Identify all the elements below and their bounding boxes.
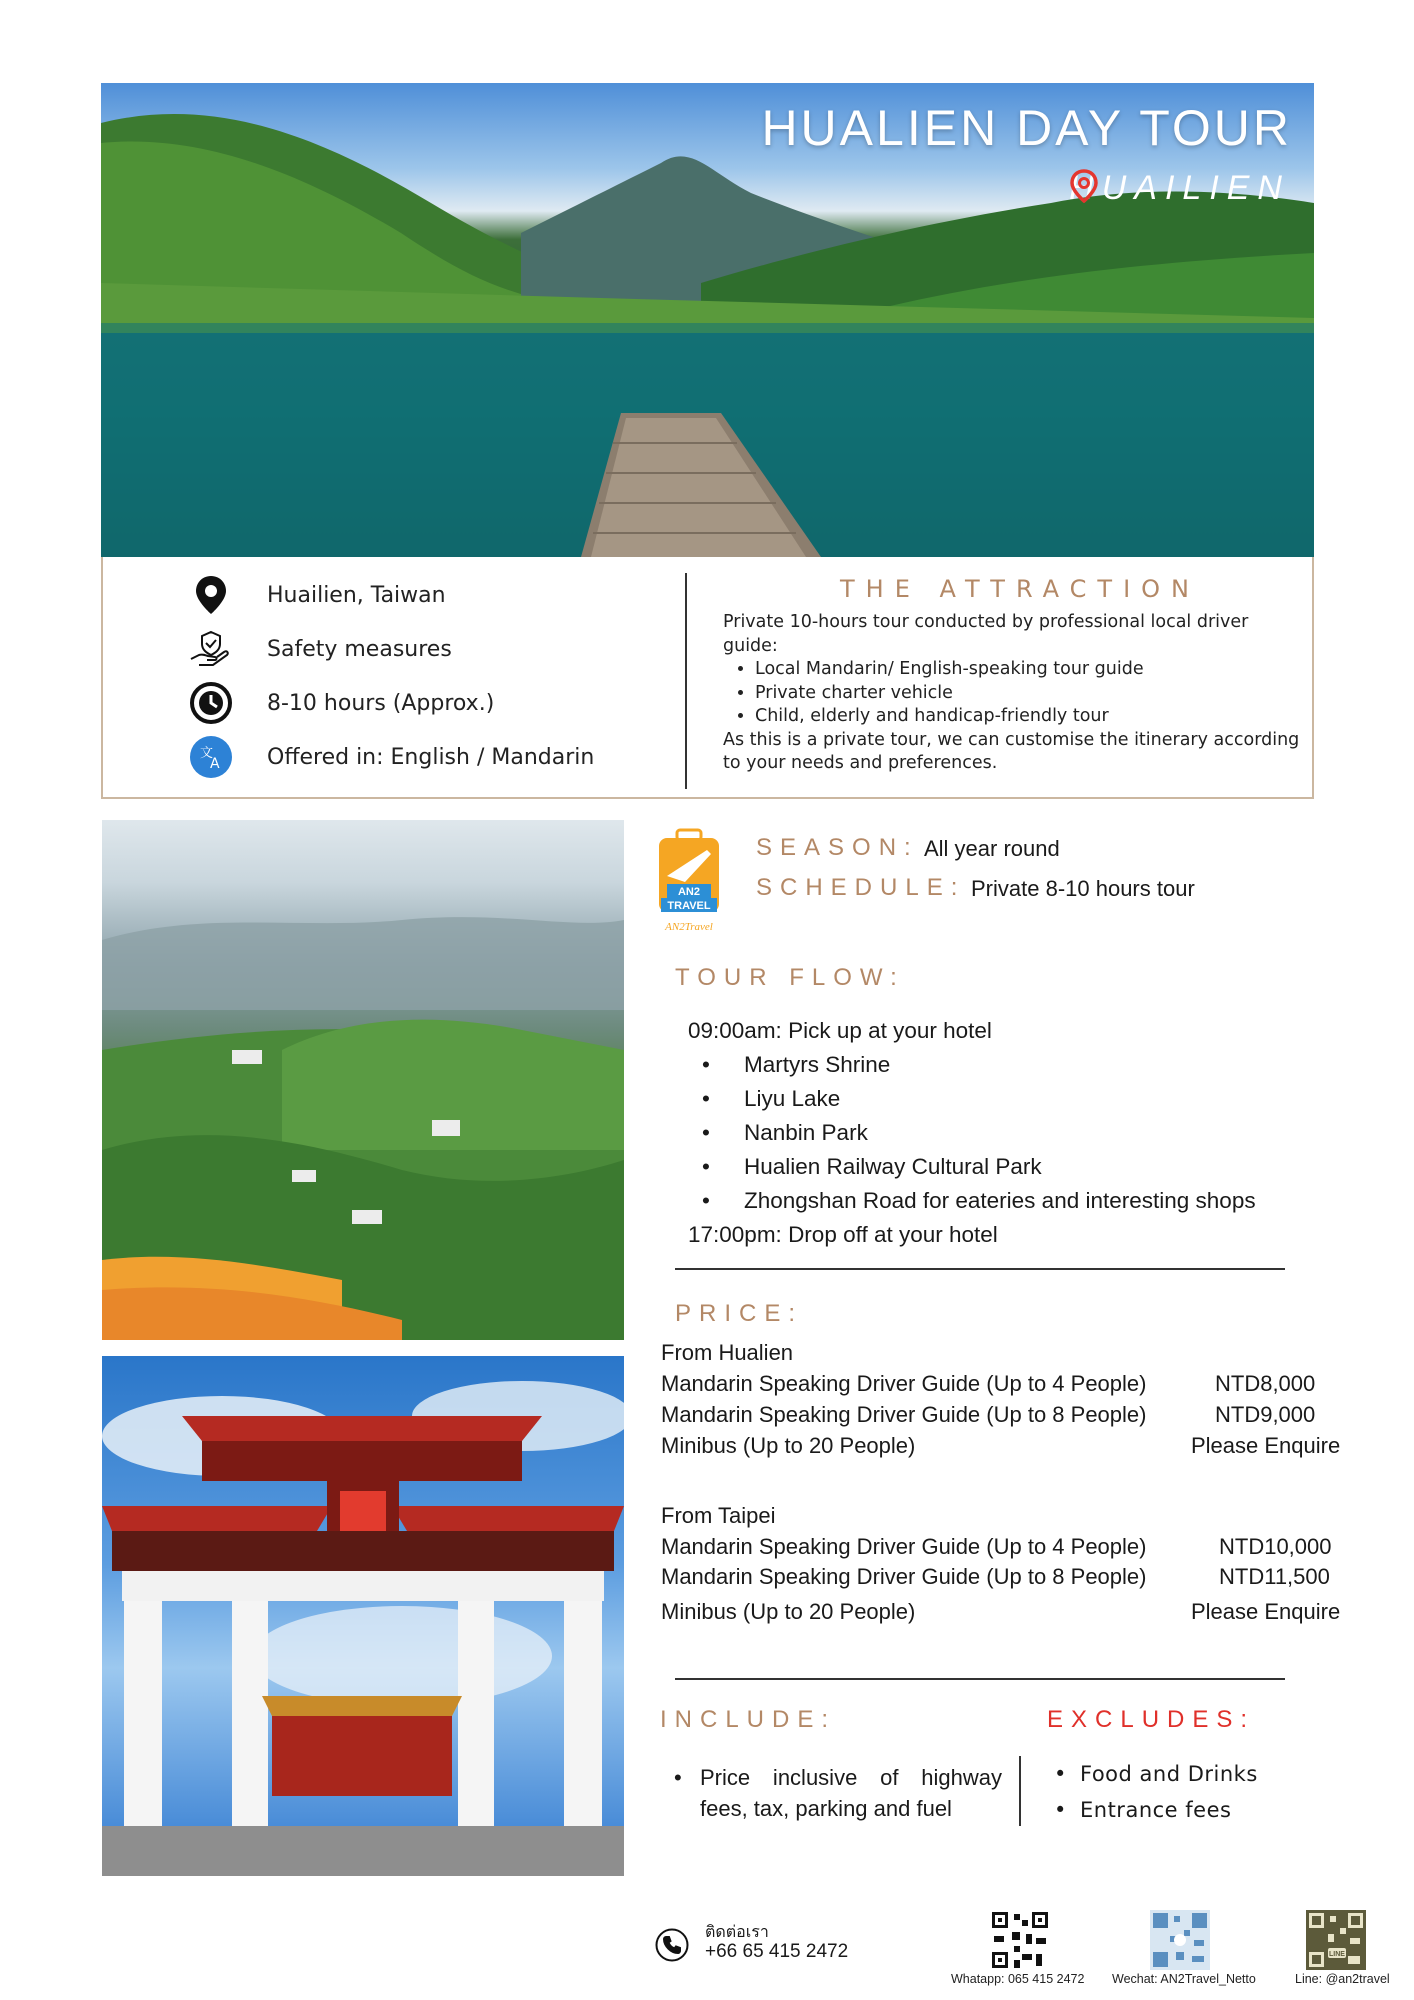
tour-flow-stop: • Martyrs Shrine (688, 1048, 1328, 1082)
price-row (661, 1371, 1351, 1397)
tour-flow-list (688, 1014, 1328, 1252)
info-location-text: Huailien, Taiwan (267, 582, 446, 608)
price-row (661, 1402, 1351, 1428)
attraction-intro: Private 10-hours tour conducted by professional local driver guide: (723, 612, 1249, 656)
price-row (661, 1433, 1351, 1459)
attraction-bullet: • Private charter vehicle (755, 682, 1303, 706)
attraction-body (723, 611, 1303, 776)
include-item: • Price inclusive of highway fees, tax, parking and fuel (672, 1762, 1002, 1824)
excludes-list (1052, 1756, 1352, 1828)
include-label: INCLUDE: (660, 1706, 837, 1733)
schedule-label: SCHEDULE: (756, 874, 966, 901)
schedule-value: Private 8-10 hours tour (971, 876, 1195, 901)
info-safety-text: Safety measures (267, 636, 452, 662)
tour-flow-label: TOUR FLOW: (675, 964, 905, 991)
price-amount: NTD8,000 (1215, 1371, 1316, 1396)
line-qr-label: LINE (1329, 1951, 1345, 1958)
include-list (672, 1762, 1002, 1824)
hero-location (1069, 169, 1290, 208)
attraction-bullets (755, 658, 1303, 729)
price-origin: From Hualien (661, 1340, 794, 1365)
price-item: Mandarin Speaking Driver Guide (Up to 4 People) (661, 1371, 1147, 1396)
line-qr-code[interactable] (1306, 1910, 1366, 1970)
excludes-item: • Food and Drinks (1052, 1756, 1352, 1792)
attraction-bullet: • Local Mandarin/ English-speaking tour guide (755, 658, 1303, 682)
section-divider (675, 1678, 1285, 1680)
tour-flow-stop: • Nanbin Park (688, 1116, 1328, 1150)
hero-image (101, 83, 1314, 557)
info-divider (685, 573, 687, 789)
price-label: PRICE: (675, 1300, 804, 1327)
include-divider (1019, 1756, 1021, 1826)
svg-text:文: 文 (200, 746, 214, 761)
price-amount: Please Enquire (1191, 1433, 1341, 1458)
season-label: SEASON: (756, 834, 919, 861)
contact-label: ติดต่อเรา (705, 1922, 769, 1941)
price-amount: NTD11,500 (1219, 1564, 1330, 1589)
line-caption: Line: @an2travel (1295, 1972, 1390, 1986)
wechat-caption: Wechat: AN2Travel_Netto (1112, 1972, 1256, 1986)
logo-script: AN2Travel (665, 921, 713, 933)
tour-flow-end: 17:00pm: Drop off at your hotel (688, 1222, 998, 1247)
logo-line1: AN2 (677, 886, 701, 898)
price-amount: Please Enquire (1191, 1599, 1341, 1624)
an2travel-logo (655, 828, 723, 938)
season-value: All year round (924, 836, 1060, 861)
safety-hand-icon (189, 627, 233, 671)
attraction-outro: As this is a private tour, we can customise the itinerary according to your needs and preferences. (723, 729, 1300, 773)
info-language (189, 735, 594, 779)
info-duration (189, 681, 494, 725)
section-divider (675, 1268, 1285, 1270)
photo-martyrs-shrine-gate (102, 1356, 624, 1876)
svg-text:A: A (210, 756, 220, 772)
hero-title: HUALIEN DAY TOUR (761, 100, 1292, 156)
info-safety (189, 627, 452, 671)
contact-phone[interactable]: +66 65 415 2472 (705, 1941, 849, 1962)
location-pin-icon (189, 573, 233, 617)
info-location (189, 573, 446, 617)
tour-flow-stop: • Zhongshan Road for eateries and interesting shops (688, 1184, 1328, 1218)
logo-line2: TRAVEL (667, 900, 711, 912)
translate-icon (189, 735, 233, 779)
price-item: Mandarin Speaking Driver Guide (Up to 4 People) (661, 1534, 1147, 1559)
info-language-text: Offered in: English / Mandarin (267, 744, 595, 770)
info-duration-text: 8-10 hours (Approx.) (267, 690, 495, 716)
excludes-label: EXCLUDES: (1047, 1706, 1256, 1733)
price-row (661, 1599, 1351, 1625)
location-pin-icon (1069, 169, 1099, 203)
excludes-item: • Entrance fees (1052, 1792, 1352, 1828)
whatsapp-caption: Whatapp: 065 415 2472 (951, 1972, 1085, 1986)
price-origin: From Taipei (661, 1503, 776, 1528)
price-item: Mandarin Speaking Driver Guide (Up to 8 People) (661, 1402, 1147, 1427)
tour-flow-start: 09:00am: Pick up at your hotel (688, 1018, 992, 1043)
price-row (661, 1534, 1351, 1560)
price-item: Mandarin Speaking Driver Guide (Up to 8 People) (661, 1564, 1147, 1589)
wechat-qr-code[interactable] (1150, 1910, 1210, 1970)
attraction-title: THE ATTRACTION (840, 575, 1200, 603)
price-amount: NTD9,000 (1215, 1402, 1316, 1427)
price-item: Minibus (Up to 20 People) (661, 1599, 916, 1624)
photo-hills-daylilies (102, 820, 624, 1340)
clock-icon (189, 681, 233, 725)
whatsapp-qr-code[interactable] (990, 1910, 1050, 1970)
info-box (101, 557, 1314, 799)
tour-flow-stop: • Liyu Lake (688, 1082, 1328, 1116)
price-amount: NTD10,000 (1219, 1534, 1332, 1559)
price-item: Minibus (Up to 20 People) (661, 1433, 916, 1458)
price-row (661, 1564, 1351, 1590)
attraction-bullet: • Child, elderly and handicap-friendly tour (755, 705, 1303, 729)
hero-location-text: HUAILIEN (1069, 169, 1290, 207)
tour-flow-stop: • Hualien Railway Cultural Park (688, 1150, 1328, 1184)
phone-icon (655, 1928, 689, 1962)
